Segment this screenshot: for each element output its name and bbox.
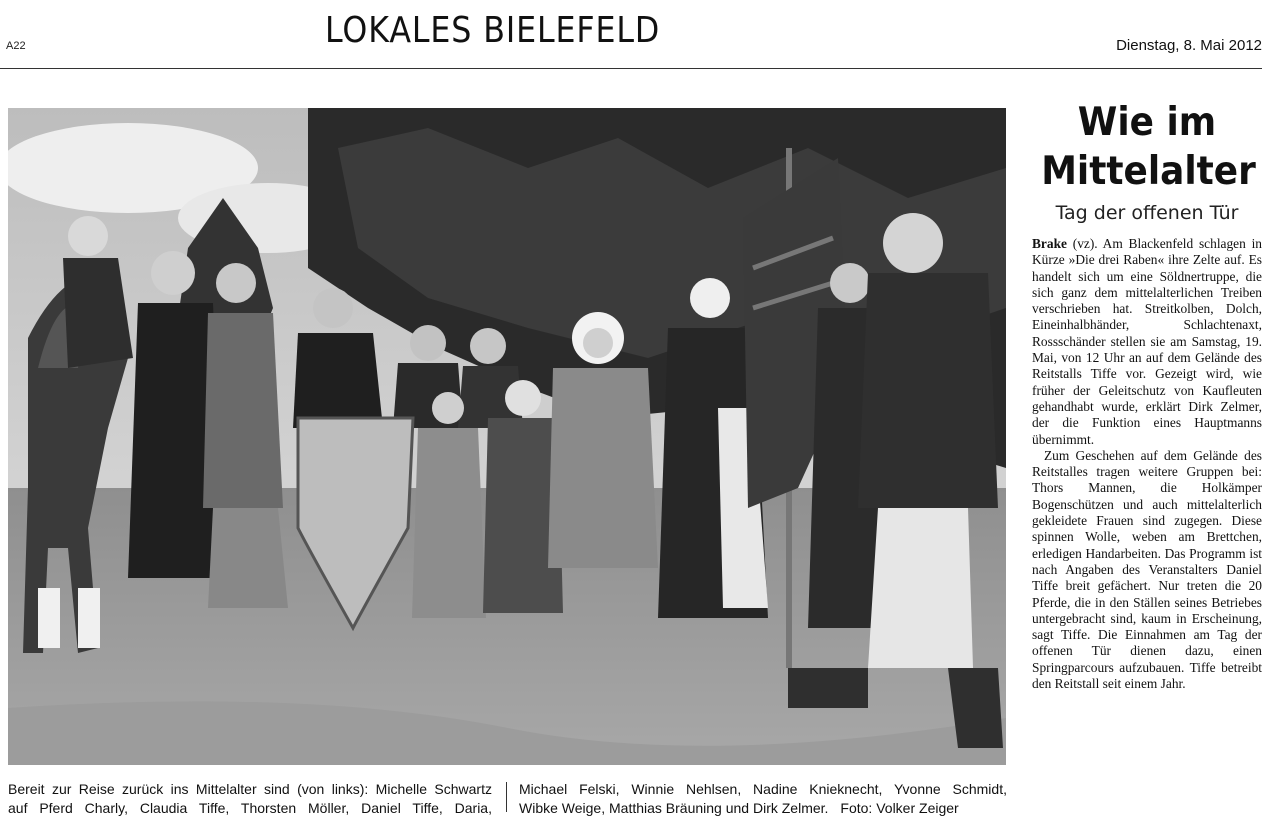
article-subheadline: Tag der offenen Tür [1055,202,1239,224]
caption-divider [506,782,507,812]
photo-caption-right [519,780,1007,818]
photo-caption-left [8,780,492,818]
issue-date: Dienstag, 8. Mai 2012 [1116,37,1262,54]
photo-credit: Foto: Volker Zeiger [840,800,959,816]
article-paragraph: Zum Geschehen auf dem Gelände des Reitstalles tragen weitere Gruppen bei: Thors Mannen, die Holkämper Bogenschützen und auch mittelalterlich gekleidete Frauen sind zugegen. Diese spinnen Wolle, weben am Brettchen, erledigen Handarbeiten. Das Programm ist nach Angaben des Veranstalters Daniel Tiffe breit gefächert. Nur treten die 20 Pferde, die in den Ställen seines Betriebes untergebracht sind, kaum in Erscheinung, sagt Tiffe. Die Einnahmen am Tag der offenen Tür dienen dazu, einen Springparcours aufzubauen. Tiffe betreibt den Reitstall seit einem Jahr. [1032,447,1262,692]
caption-line: Michael Felski, Winnie Nehlsen, Nadine Knieknecht, Yvonne Schmidt, [519,781,1007,797]
headline-line: Wie im [1077,100,1217,145]
article [1032,98,1262,692]
article-headline [1041,98,1256,196]
section-title: LOKALES BIELEFELD [325,10,661,51]
caption-line: auf Pferd Charly, Claudia Tiffe, Thorsten Möller, Daniel Tiffe, Daria, [8,800,492,816]
caption-line: Wibke Weige, Matthias Bräuning und Dirk Zelmer. [519,800,829,816]
headline-line: Mittelalter [1041,149,1256,194]
group-photo [8,108,1006,765]
page-number: A22 [6,40,26,52]
article-paragraph [1032,236,1262,448]
header-rule [0,68,1262,69]
dateline: Brake [1032,236,1067,251]
photo-icon [8,108,1006,765]
caption-line: Bereit zur Reise zurück ins Mittelalter sind (von links): Michelle Schwartz [8,781,492,797]
article-body [1032,236,1262,692]
paragraph-text: (vz). Am Blackenfeld schlagen in Kürze »Die drei Raben« ihre Zelte auf. Es handelt sich um eine Söldnertruppe, die sich ganz dem mittelalterlichen Treiben verschrieben hat. Streitkolben, Dolch, Eineinhalbhänder, Schlachtenaxt, Rossschänder stellen sie am Samstag, 19. Mai, von 12 Uhr an auf dem Gelände des Reitstalls Tiffe vor. Gezeigt wird, wie früher der Geleitschutz von Kaufleuten gehandhabt wurde, erklärt Dirk Zelmer, der die Funktion eines Hauptmanns übernimmt. [1032,236,1262,447]
